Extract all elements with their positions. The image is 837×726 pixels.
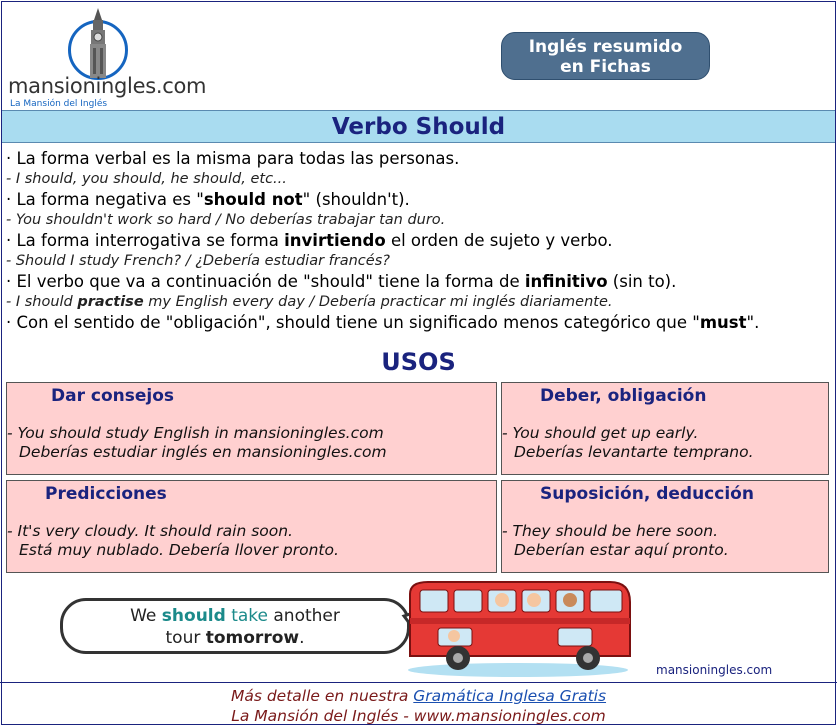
rule-text: · El verbo que va a continuación de "should" tiene la forma de <box>6 272 525 291</box>
bubble-word-should: should <box>161 606 226 626</box>
logo-text: mansioningles.com <box>8 74 207 98</box>
site-logo[interactable] <box>8 6 208 109</box>
footer-line-2: La Mansión del Inglés - www.mansioningles.com <box>231 707 606 725</box>
footer-text: Más detalle en nuestra <box>230 687 414 705</box>
rule-item <box>6 148 832 169</box>
card-example-line: - You should study English in mansioningles.com <box>7 424 384 442</box>
rule-example: - You shouldn't work so hard / No deberías trabajar tan duro. <box>6 212 446 228</box>
example-text: my English every day / Debería practicar mi inglés diariamente. <box>143 294 613 310</box>
card-example-line: Deberían estar aquí pronto. <box>514 541 729 559</box>
bubble-word: We <box>130 606 162 626</box>
bubble-line-2 <box>63 627 407 649</box>
rule-keyword: invirtiendo <box>284 231 386 250</box>
example-text: - I should <box>6 294 78 310</box>
rule-text: el orden de sujeto y verbo. <box>385 231 613 250</box>
grammar-link[interactable]: Gramática Inglesa Gratis <box>413 687 607 705</box>
card-predicciones <box>6 480 497 573</box>
section-badge[interactable] <box>501 32 710 80</box>
rule-keyword: must <box>699 313 747 332</box>
rule-item <box>6 312 832 333</box>
card-example-line: - You should get up early. <box>502 424 699 442</box>
card-dar-consejos <box>6 382 497 475</box>
card-example-line: - It's very cloudy. It should rain soon. <box>7 522 293 540</box>
card-title: Dar consejos <box>51 386 175 406</box>
card-title: Deber, obligación <box>540 386 707 406</box>
rule-keyword: should not <box>203 190 303 209</box>
badge-line-2: en Fichas <box>560 57 651 77</box>
logo-subtitle: La Mansión del Inglés <box>10 99 108 109</box>
bubble-line-1 <box>63 605 407 627</box>
rule-example: - Should I study French? / ¿Debería estudiar francés? <box>6 253 390 269</box>
card-example-line: Deberías estudiar inglés en mansioningles.com <box>19 443 387 461</box>
rule-text: · Con el sentido de "obligación", should tiene un significado menos categórico que " <box>6 313 700 332</box>
rule-item <box>6 189 832 210</box>
rule-text: · La forma interrogativa se forma <box>6 231 285 250</box>
rule-text: ". <box>746 313 760 332</box>
usos-heading: USOS <box>381 348 456 376</box>
card-example-line: Deberías levantarte temprano. <box>514 443 754 461</box>
bus-illustration-icon <box>398 578 648 678</box>
big-ben-icon <box>82 8 114 78</box>
card-example-line: - They should be here soon. <box>502 522 719 540</box>
rule-keyword: infinitivo <box>524 272 608 291</box>
rule-text: " (shouldn't). <box>302 190 410 209</box>
illustration-brand: mansioningles.com <box>656 663 773 677</box>
example-keyword: practise <box>77 294 144 310</box>
rule-text: · La forma verbal es la misma para todas las personas. <box>6 149 460 168</box>
bubble-word: . <box>299 628 305 648</box>
bubble-word-take: take <box>225 606 268 626</box>
bubble-word-tomorrow: tomorrow <box>205 628 300 648</box>
badge-line-1: Inglés resumido <box>528 37 683 57</box>
bubble-word: tour <box>165 628 206 648</box>
rule-item <box>6 271 832 292</box>
footer <box>0 682 837 726</box>
card-suposicion-deduccion <box>501 480 829 573</box>
page-title: Verbo Should <box>2 110 835 143</box>
rule-text: · La forma negativa es " <box>6 190 204 209</box>
card-example-line: Está muy nublado. Debería llover pronto. <box>19 541 339 559</box>
footer-line-1 <box>0 686 837 706</box>
rule-text: (sin to). <box>607 272 677 291</box>
rule-example: - I should, you should, he should, etc... <box>6 171 287 187</box>
bubble-word: another <box>267 606 340 626</box>
card-title: Predicciones <box>45 484 167 504</box>
rule-item <box>6 230 832 251</box>
rule-example <box>6 292 832 312</box>
speech-bubble <box>60 598 410 654</box>
rules-list <box>6 148 832 333</box>
card-deber-obligacion <box>501 382 829 475</box>
card-title: Suposición, deducción <box>540 484 754 504</box>
